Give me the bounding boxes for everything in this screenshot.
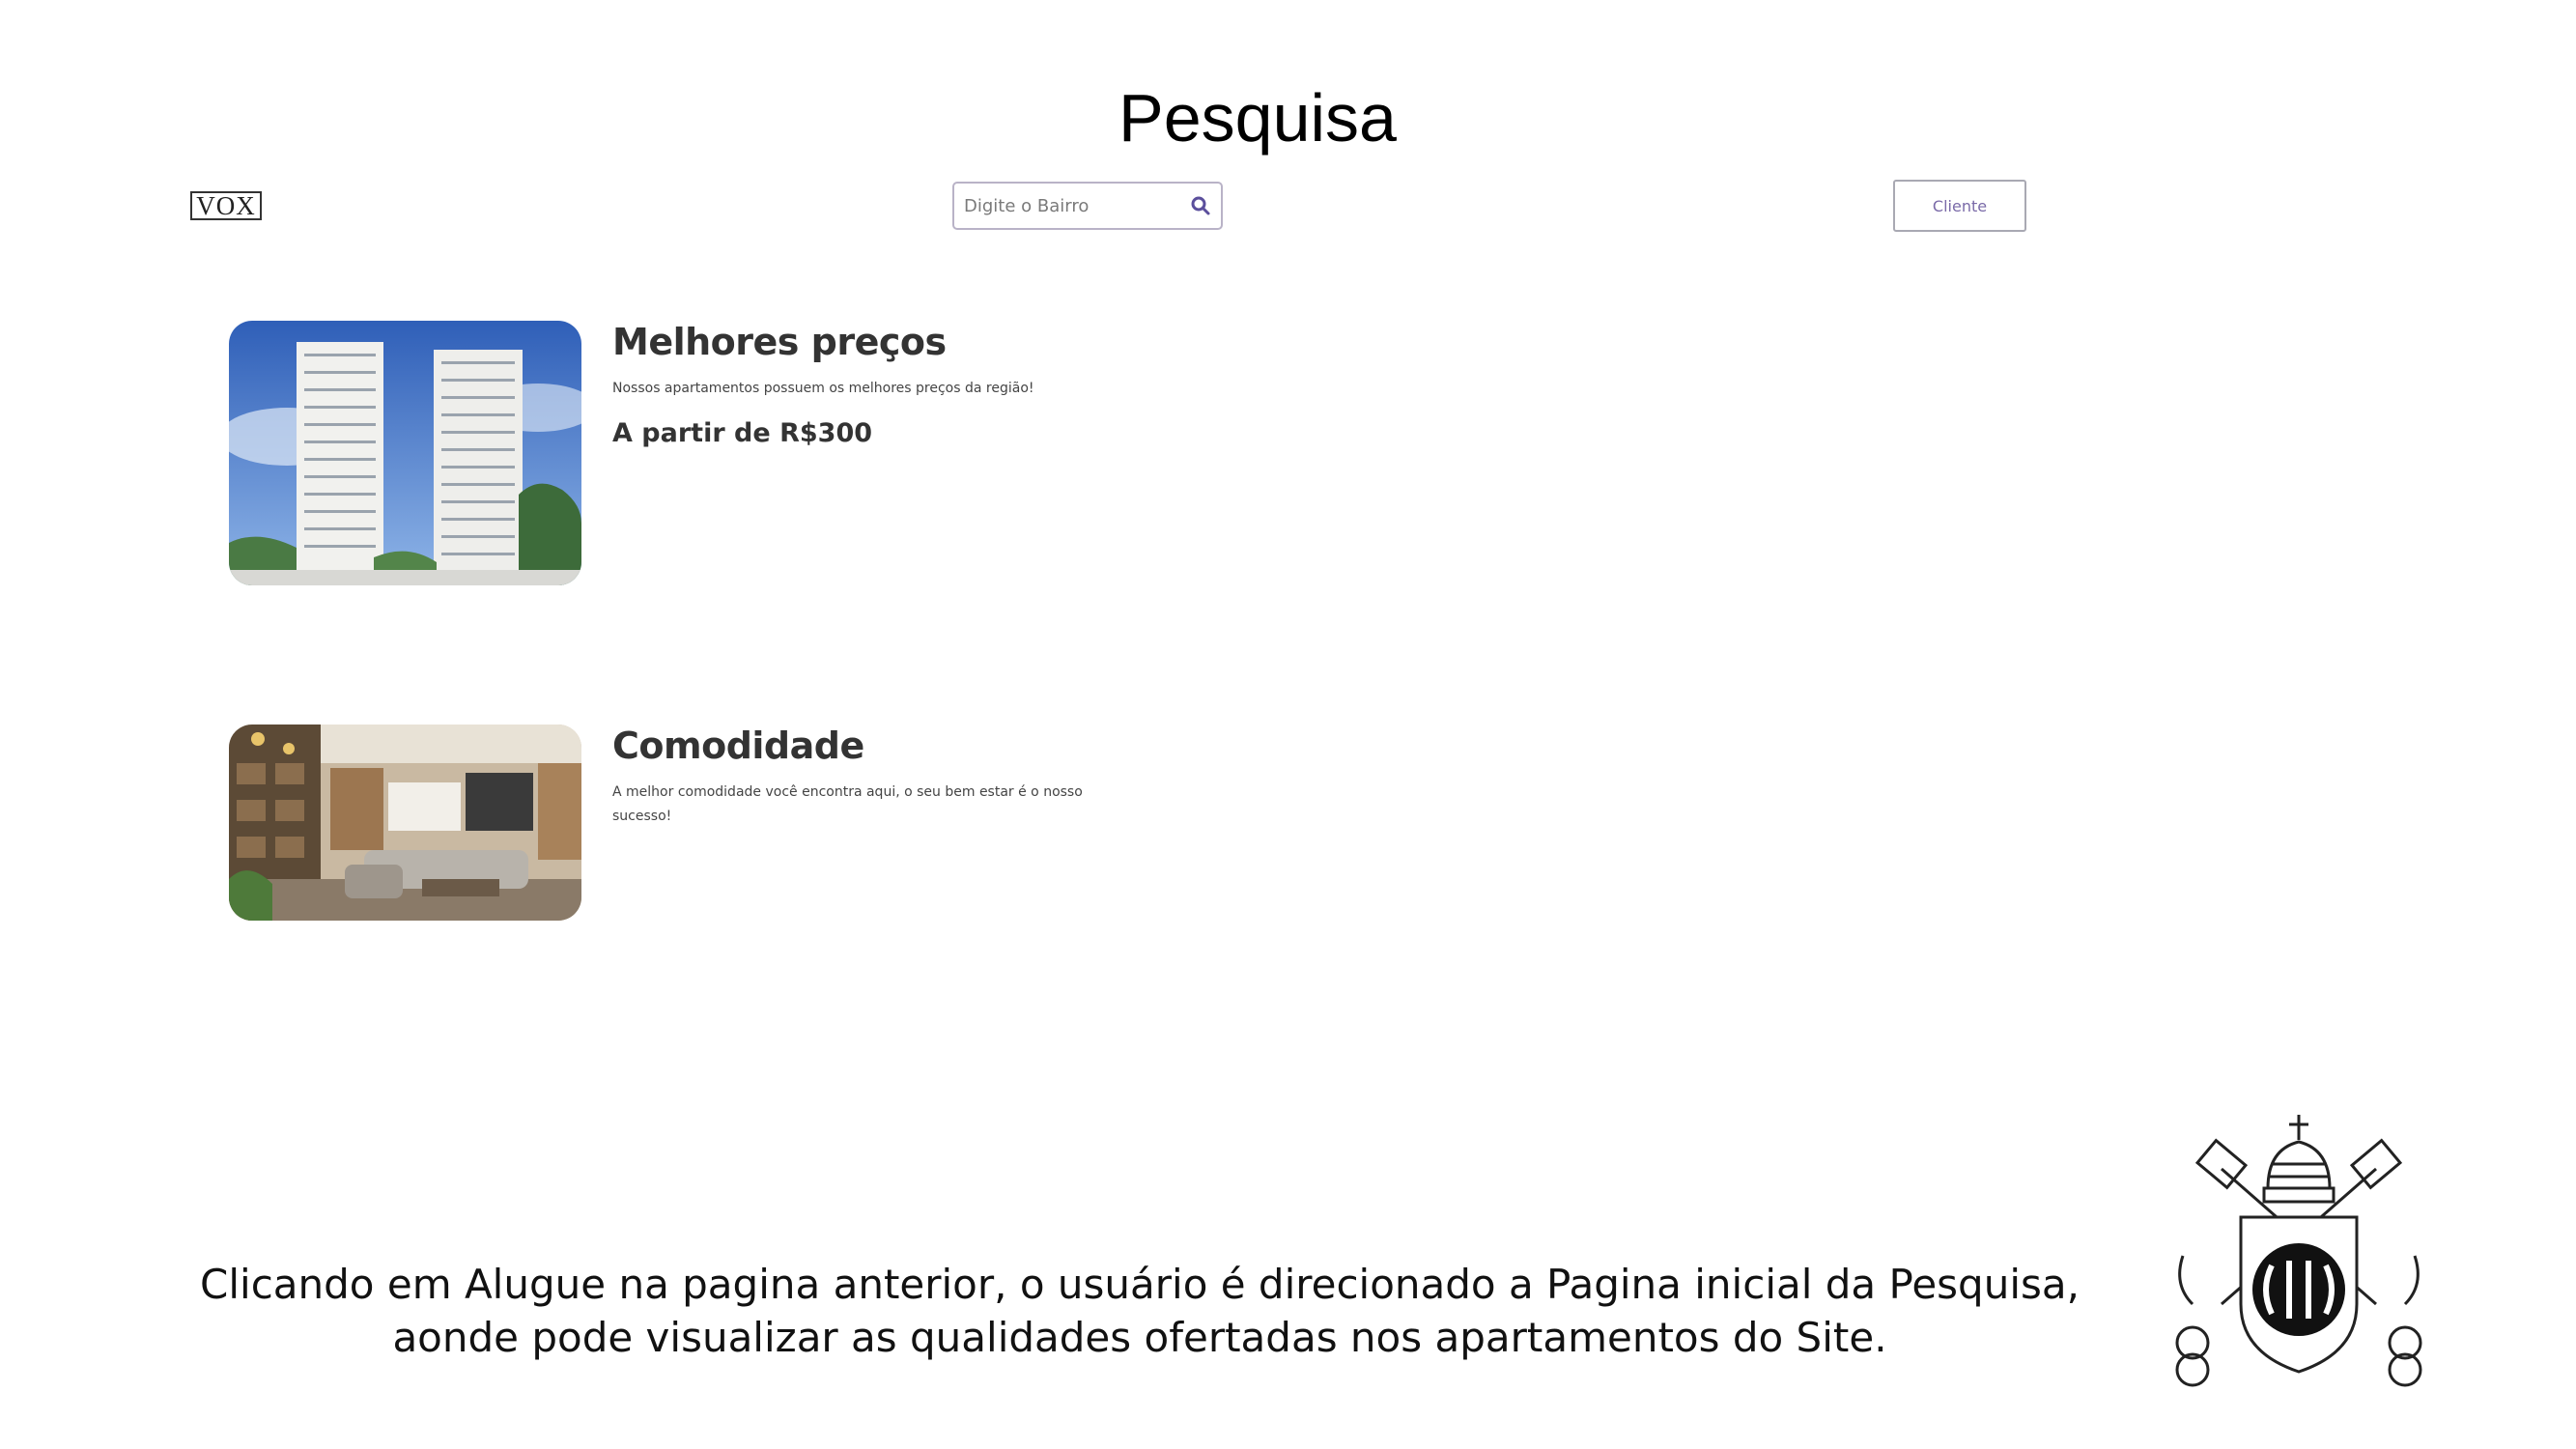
university-seal-icon — [2164, 1111, 2434, 1391]
feature-title: Comodidade — [612, 724, 864, 767]
feature-best-prices — [229, 321, 1388, 591]
living-room-photo — [229, 724, 581, 921]
search-input[interactable] — [964, 191, 1176, 220]
feature-price: A partir de R$300 — [612, 418, 873, 448]
feature-description: Nossos apartamentos possuem os melhores preços da região! — [612, 381, 1034, 396]
feature-title: Melhores preços — [612, 321, 947, 363]
website-screenshot — [174, 164, 2106, 1122]
apartment-towers-photo — [229, 321, 581, 585]
slide-caption — [193, 1258, 2086, 1364]
slide-title: Pesquisa — [1118, 80, 1397, 156]
feature-comfort — [229, 724, 1388, 927]
search-icon[interactable] — [1190, 195, 1211, 216]
caption-line-1: Clicando em Alugue na pagina anterior, o usuário é direcionado a Pagina inicial da Pesquisa, — [200, 1261, 2080, 1308]
feature-location — [229, 1053, 1388, 1122]
caption-line-2: aonde pode visualizar as qualidades ofertadas nos apartamentos do Site. — [392, 1314, 1887, 1361]
site-logo[interactable]: VOX — [190, 191, 262, 220]
feature-description: A melhor comodidade você encontra aqui, o seu bem estar é o nosso sucesso! — [612, 784, 1083, 824]
client-button[interactable]: Cliente — [1893, 180, 2026, 232]
search-box[interactable] — [952, 182, 1223, 230]
